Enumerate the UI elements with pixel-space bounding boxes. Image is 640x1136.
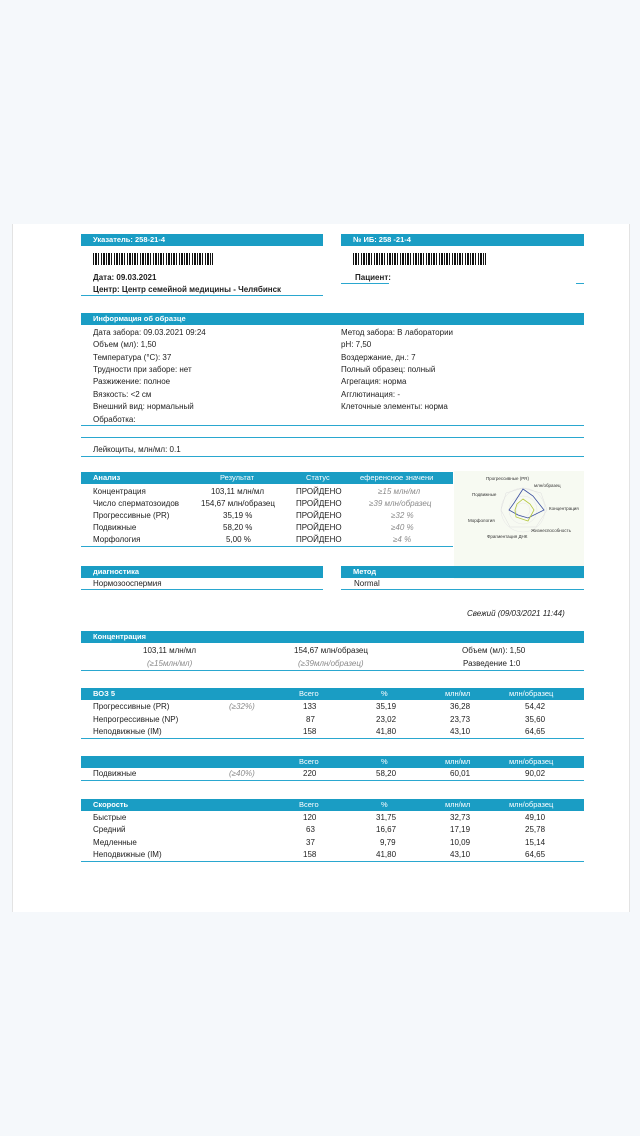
speed-cell: 120 [303,813,317,822]
who5-header: млн/мл [445,689,471,698]
speed-cell: Неподвижные (IM) [93,850,162,859]
barcode-left [93,253,213,265]
speed-cell: 37 [306,838,315,847]
motile-header: млн/образец [509,757,554,766]
radar-label: Подвижные [472,492,497,497]
method-value: Normal [354,579,380,588]
who5-cell: 43,10 [450,727,471,736]
motile-header: Всего [299,757,319,766]
analysis-cell: ≥39 млн/образец [369,499,432,508]
speed-header: млн/мл [445,800,471,809]
motile-cell: Подвижные [93,769,137,778]
motile-cell: 58,20 [376,769,397,778]
who5-cell: 23,73 [450,715,471,724]
divider [81,456,584,457]
analysis-cell: 103,11 млн/мл [211,487,265,496]
who5-cell: 133 [303,702,317,711]
speed-cell: 64,65 [525,850,546,859]
speed-header: Всего [299,800,319,809]
divider [341,283,389,284]
diagnosis-value: Нормозооспермия [93,579,162,588]
center-text: Центр: Центр семейной медицины - Челябинск [93,285,282,294]
speed-cell: 9,79 [380,838,396,847]
analysis-header: Анализ [93,473,121,482]
divider [81,780,584,781]
who5-cell: 64,65 [525,727,546,736]
radar-label: млн/образец [534,483,561,488]
divider [81,546,453,547]
analysis-cell: Концентрация [93,487,146,496]
sample-right-field: Метод забора: В лаборатории [341,328,454,337]
concentration-reference: (≥15млн/мл) [147,659,193,668]
sample-right-field: Агглютинация: - [341,390,400,399]
radar-graphic [454,471,584,579]
diagnosis-bar [81,566,323,578]
analysis-cell: ПРОЙДЕНО [296,511,342,520]
speed-header: млн/образец [509,800,554,809]
analysis-cell: ≥40 % [391,523,414,532]
motile-cell: 90,02 [525,769,546,778]
divider [81,437,584,438]
divider [81,861,584,862]
who5-cell: Непрогрессивные (NP) [93,715,179,724]
speed-cell: 63 [306,825,315,834]
who5-title: ВОЗ 5 [93,689,116,698]
sample-left-field: Разжижение: полное [93,377,171,386]
who5-cell: 54,42 [525,702,546,711]
sample-right-field: Клеточные элементы: норма [341,402,448,411]
analysis-header: еференсное значени [360,473,434,482]
who5-header: млн/образец [509,689,554,698]
who5-cell: 36,28 [450,702,471,711]
speed-cell: Средний [93,825,126,834]
analysis-cell: Прогрессивные (PR) [93,511,170,520]
motile-cell: 60,01 [450,769,471,778]
who5-cell: Прогрессивные (PR) [93,702,170,711]
index-bar [81,234,323,246]
who5-cell: 35,19 [376,702,397,711]
fresh-timestamp: Свежий (09/03/2021 11:44) [467,609,565,618]
who5-cell: 23,02 [376,715,397,724]
divider [341,589,584,590]
analysis-cell: 154,67 млн/образец [201,499,275,508]
analysis-cell: ПРОЙДЕНО [296,535,342,544]
analysis-cell: ПРОЙДЕНО [296,499,342,508]
sample-right-field: Воздержание, дн.: 7 [341,353,416,362]
sample-right-field: Агрегация: норма [341,377,407,386]
motile-header: % [381,757,388,766]
speed-header: % [381,800,388,809]
ib-label: № ИБ: 258 -21-4 [353,235,411,244]
concentration-reference: (≥39млн/образец) [298,659,364,668]
speed-cell: 17,19 [450,825,471,834]
analysis-cell: 5,00 % [226,535,251,544]
dilution-value: Разведение 1:0 [463,659,521,668]
analysis-cell: Подвижные [93,523,137,532]
divider [81,425,584,426]
who5-cell: (≥32%) [229,702,255,711]
sample-left-field: Дата забора: 09.03.2021 09:24 [93,328,206,337]
concentration-title: Концентрация [93,632,147,641]
method-bar [341,566,584,578]
who5-cell: Неподвижные (IM) [93,727,162,736]
index-label: Указатель: 258-21-4 [93,235,166,244]
sample-right-field: Полный образец: полный [341,365,436,374]
divider [81,670,584,671]
radar-label: Прогрессивные (PR) [486,476,530,481]
sample-info-bar [81,313,584,325]
speed-cell: 10,09 [450,838,471,847]
divider [81,589,323,590]
who5-cell: 158 [303,727,317,736]
sample-info-title: Информация об образце [93,314,186,323]
motile-cell: 220 [303,769,317,778]
concentration-bar [81,631,584,643]
radar-chart [454,471,584,579]
speed-cell: 25,78 [525,825,546,834]
leukocytes-text: Лейкоциты, млн/мл: 0.1 [93,445,181,454]
speed-cell: 32,73 [450,813,471,822]
analysis-header: Результат [220,473,255,482]
speed-cell: 158 [303,850,317,859]
ib-bar [341,234,584,246]
sample-left-field: Вязкость: <2 см [93,390,152,399]
concentration-value: 154,67 млн/образец [294,646,368,655]
diagnosis-title: диагностика [93,567,140,576]
sample-left-field: Объем (мл): 1,50 [93,340,157,349]
motile-header: млн/мл [445,757,471,766]
divider [81,738,584,739]
analysis-cell: ≥15 млн/мл [378,487,421,496]
sample-right-field: pH: 7,50 [341,340,372,349]
method-title: Метод [353,567,377,576]
speed-cell: Медленные [93,838,137,847]
speed-cell: Быстрые [93,813,127,822]
sample-left-field: Трудности при заборе: нет [93,365,192,374]
analysis-header: Статус [306,473,330,482]
motile-cell: (≥40%) [229,769,255,778]
analysis-cell: ПРОЙДЕНО [296,523,342,532]
sample-left-field: Температура (°C): 37 [93,353,172,362]
who5-header: Всего [299,689,319,698]
speed-title: Скорость [93,800,129,809]
barcode-right [353,253,486,265]
analysis-cell: ПРОЙДЕНО [296,487,342,496]
radar-label: Концентрация [549,506,579,511]
radar-label: Морфология [468,518,495,523]
divider [81,295,323,296]
analysis-cell: Число сперматозоидов [93,499,180,508]
who5-header: % [381,689,388,698]
who5-cell: 35,60 [525,715,546,724]
who5-cell: 87 [306,715,315,724]
patient-label: Пациент: [355,273,391,282]
analysis-cell: ≥32 % [391,511,414,520]
concentration-value: 103,11 млн/мл [143,646,197,655]
analysis-cell: ≥4 % [393,535,412,544]
analysis-cell: 35,19 % [223,511,253,520]
speed-cell: 41,80 [376,850,397,859]
speed-cell: 31,75 [376,813,397,822]
speed-cell: 15,14 [525,838,546,847]
speed-cell: 49,10 [525,813,546,822]
radar-label: Фрагментация ДНК [487,534,528,539]
analysis-cell: 58,20 % [223,523,253,532]
sample-left-field: Внешний вид: нормальный [93,402,194,411]
who5-cell: 41,80 [376,727,397,736]
volume-value: Объем (мл): 1,50 [462,646,526,655]
speed-cell: 43,10 [450,850,471,859]
analysis-cell: Морфология [93,535,141,544]
radar-label: Жизнеспособность [531,528,571,533]
sample-left-field: Обработка: [93,415,136,424]
date-text: Дата: 09.03.2021 [93,273,157,282]
speed-cell: 16,67 [376,825,397,834]
divider [576,283,584,284]
